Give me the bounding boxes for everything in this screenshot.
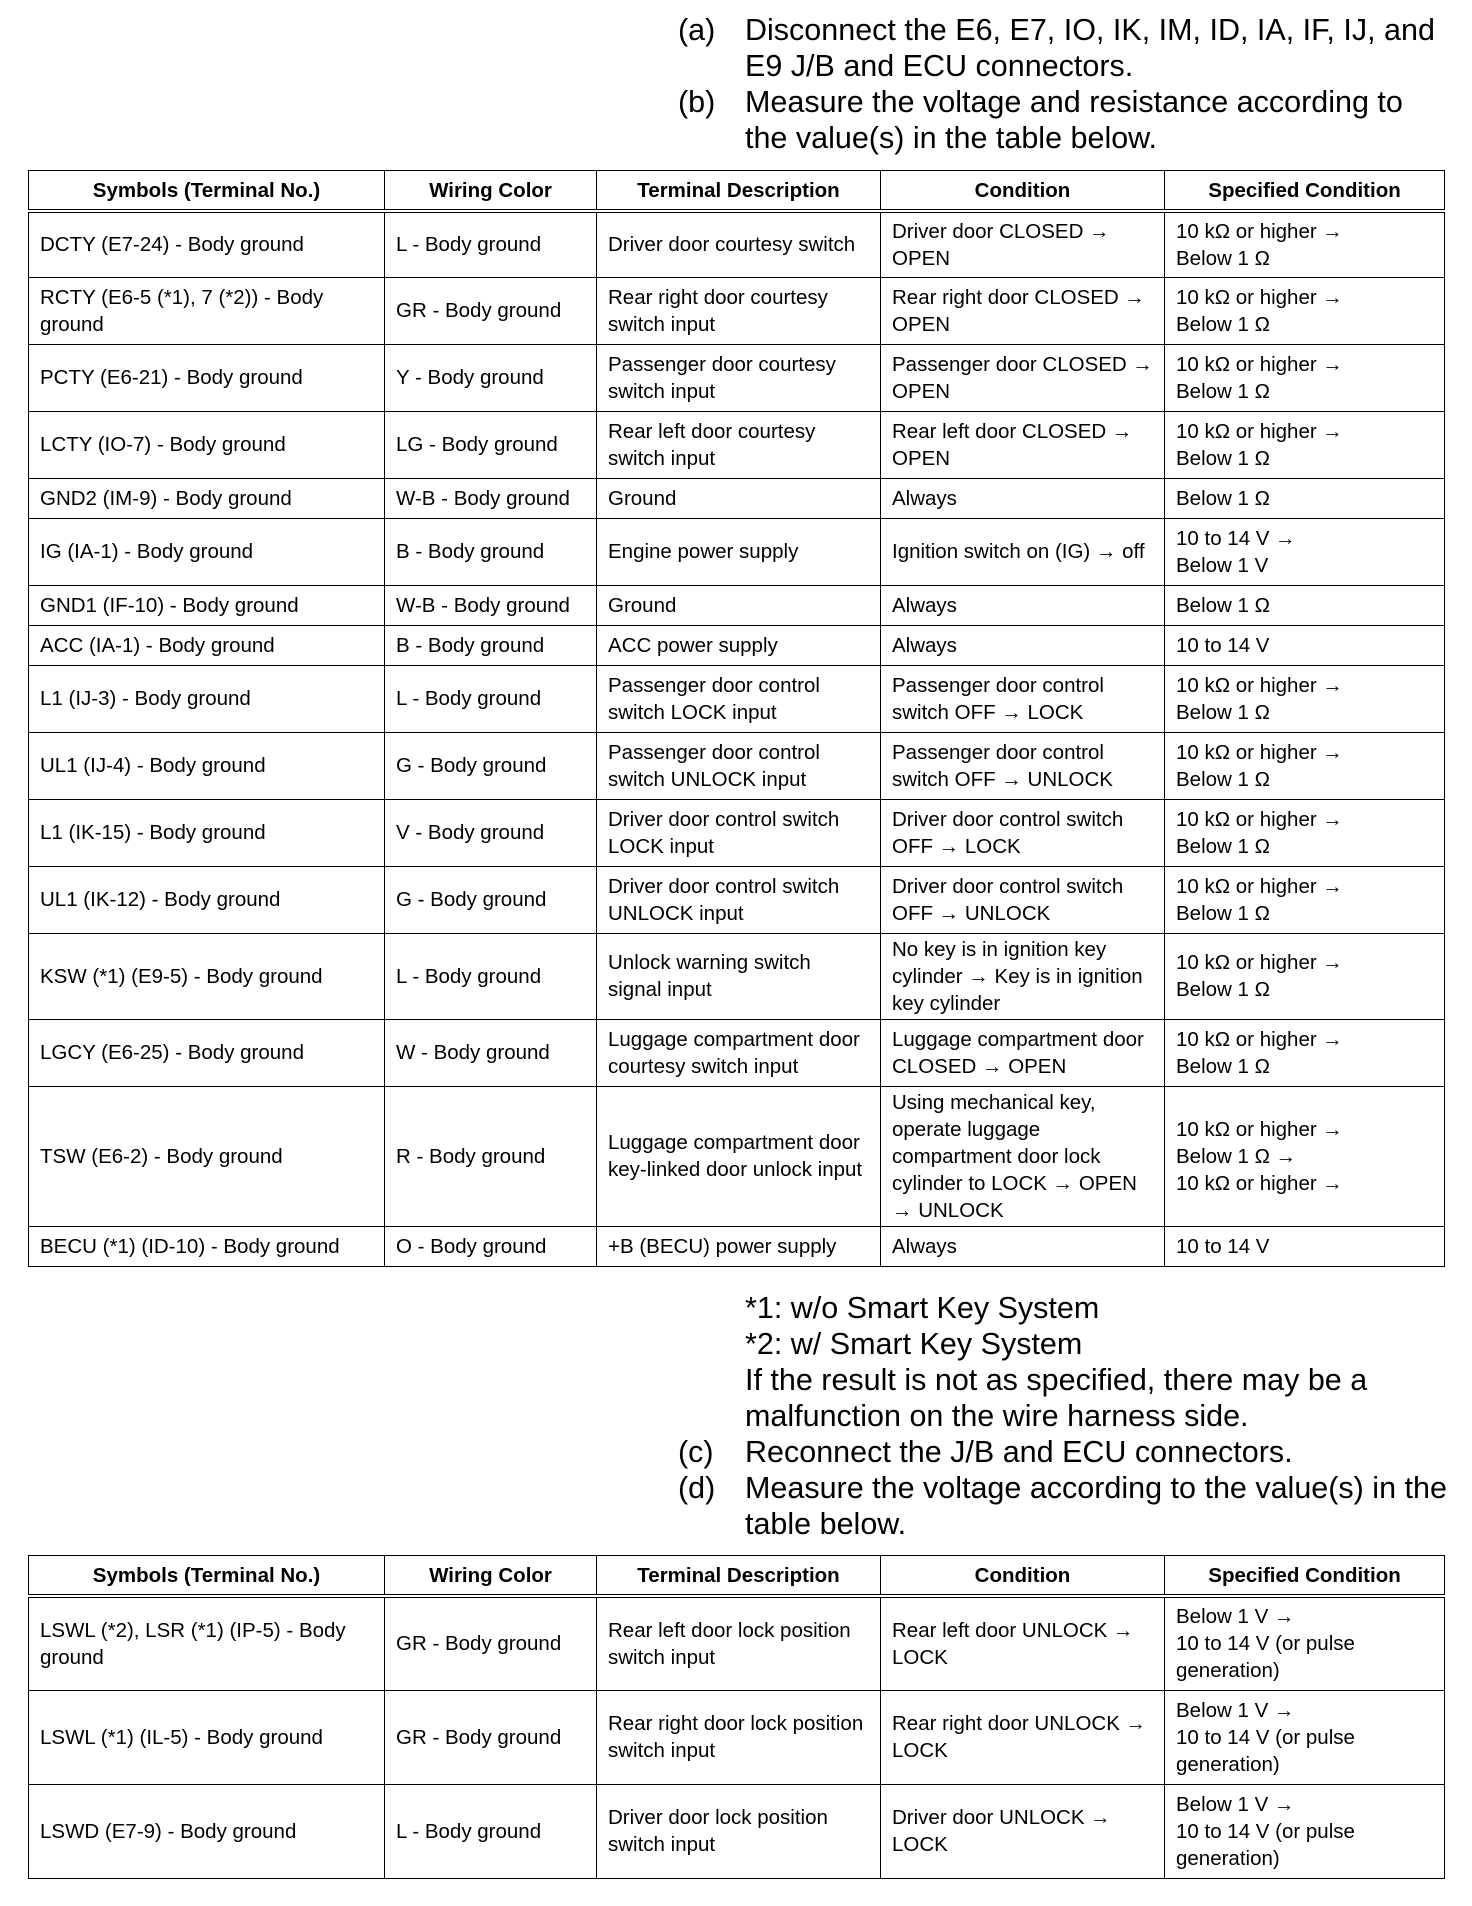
step-text: Measure the voltage and resistance according to the value(s) in the table below. bbox=[745, 85, 1403, 155]
cell-wiring-color: B - Body ground bbox=[385, 518, 597, 585]
cell-specified-condition: 10 kΩ or higher → Below 1 Ω bbox=[1165, 277, 1445, 344]
table-row bbox=[29, 866, 1445, 933]
step-label: (c) bbox=[678, 1435, 714, 1469]
table-row bbox=[29, 732, 1445, 799]
cell-condition: Driver door UNLOCK → LOCK bbox=[881, 1784, 1165, 1878]
cell-specified-condition: Below 1 Ω bbox=[1165, 478, 1445, 518]
cell-symbol: IG (IA-1) - Body ground bbox=[29, 518, 385, 585]
cell-terminal-description: Driver door control switch LOCK input bbox=[597, 799, 881, 866]
cell-symbol: UL1 (IK-12) - Body ground bbox=[29, 866, 385, 933]
cell-terminal-description: Driver door courtesy switch bbox=[597, 211, 881, 277]
footnote-2: *2: w/ Smart Key System bbox=[745, 1327, 1083, 1361]
cell-symbol: L1 (IK-15) - Body ground bbox=[29, 799, 385, 866]
table-row bbox=[29, 1019, 1445, 1086]
cell-specified-condition: 10 kΩ or higher → Below 1 Ω bbox=[1165, 799, 1445, 866]
cell-condition: Rear left door UNLOCK → LOCK bbox=[881, 1596, 1165, 1690]
cell-symbol: LCTY (IO-7) - Body ground bbox=[29, 411, 385, 478]
cell-wiring-color: W-B - Body ground bbox=[385, 478, 597, 518]
cell-wiring-color: V - Body ground bbox=[385, 799, 597, 866]
cell-specified-condition: 10 kΩ or higher → Below 1 Ω bbox=[1165, 411, 1445, 478]
cell-specified-condition: 10 to 14 V bbox=[1165, 1226, 1445, 1266]
table-row bbox=[29, 1226, 1445, 1266]
cell-condition: Passenger door CLOSED → OPEN bbox=[881, 344, 1165, 411]
cell-wiring-color: Y - Body ground bbox=[385, 344, 597, 411]
header-terminal-description: Terminal Description bbox=[597, 1556, 881, 1597]
header-condition: Condition bbox=[881, 171, 1165, 212]
cell-terminal-description: Driver door control switch UNLOCK input bbox=[597, 866, 881, 933]
cell-condition: Always bbox=[881, 478, 1165, 518]
cell-condition: Using mechanical key, operate luggage compartment door lock cylinder to LOCK → OPEN → UNLOCK bbox=[881, 1086, 1165, 1226]
cell-specified-condition: Below 1 V → 10 to 14 V (or pulse generation) bbox=[1165, 1784, 1445, 1878]
cell-specified-condition: 10 to 14 V → Below 1 V bbox=[1165, 518, 1445, 585]
cell-terminal-description: Passenger door control switch UNLOCK input bbox=[597, 732, 881, 799]
table-body bbox=[29, 211, 1445, 1266]
header-condition: Condition bbox=[881, 1556, 1165, 1597]
cell-specified-condition: 10 kΩ or higher → Below 1 Ω bbox=[1165, 933, 1445, 1019]
cell-condition: Always bbox=[881, 625, 1165, 665]
table-row bbox=[29, 344, 1445, 411]
header-terminal-description: Terminal Description bbox=[597, 171, 881, 212]
cell-wiring-color: L - Body ground bbox=[385, 1784, 597, 1878]
cell-terminal-description: +B (BECU) power supply bbox=[597, 1226, 881, 1266]
cell-terminal-description: Luggage compartment door key-linked door unlock input bbox=[597, 1086, 881, 1226]
step-b bbox=[678, 84, 1448, 156]
header-wiring-color: Wiring Color bbox=[385, 171, 597, 212]
table-row bbox=[29, 1784, 1445, 1878]
cell-condition: Rear left door CLOSED → OPEN bbox=[881, 411, 1165, 478]
cell-wiring-color: G - Body ground bbox=[385, 732, 597, 799]
cell-condition: Always bbox=[881, 585, 1165, 625]
cell-symbol: DCTY (E7-24) - Body ground bbox=[29, 211, 385, 277]
cell-wiring-color: W - Body ground bbox=[385, 1019, 597, 1086]
cell-condition: Driver door CLOSED → OPEN bbox=[881, 211, 1165, 277]
cell-condition: Rear right door CLOSED → OPEN bbox=[881, 277, 1165, 344]
cell-symbol: LGCY (E6-25) - Body ground bbox=[29, 1019, 385, 1086]
cell-terminal-description: Engine power supply bbox=[597, 518, 881, 585]
cell-specified-condition: Below 1 V → 10 to 14 V (or pulse generation) bbox=[1165, 1596, 1445, 1690]
cell-symbol: BECU (*1) (ID-10) - Body ground bbox=[29, 1226, 385, 1266]
result-note: If the result is not as specified, there may be a malfunction on the wire harness side. bbox=[745, 1363, 1368, 1433]
header-wiring-color: Wiring Color bbox=[385, 1556, 597, 1597]
cell-terminal-description: Ground bbox=[597, 478, 881, 518]
table-body bbox=[29, 1596, 1445, 1878]
table-row bbox=[29, 933, 1445, 1019]
cell-specified-condition: 10 kΩ or higher → Below 1 Ω bbox=[1165, 732, 1445, 799]
cell-symbol: ACC (IA-1) - Body ground bbox=[29, 625, 385, 665]
cell-wiring-color: G - Body ground bbox=[385, 866, 597, 933]
cell-symbol: LSWD (E7-9) - Body ground bbox=[29, 1784, 385, 1878]
footnote-1: *1: w/o Smart Key System bbox=[745, 1291, 1100, 1325]
cell-symbol: TSW (E6-2) - Body ground bbox=[29, 1086, 385, 1226]
cell-terminal-description: Ground bbox=[597, 585, 881, 625]
table-row bbox=[29, 665, 1445, 732]
cell-condition: Passenger door control switch OFF → UNLOCK bbox=[881, 732, 1165, 799]
cell-wiring-color: R - Body ground bbox=[385, 1086, 597, 1226]
table-row bbox=[29, 625, 1445, 665]
table-row bbox=[29, 277, 1445, 344]
step-text: Measure the voltage according to the value(s) in the table below. bbox=[745, 1471, 1447, 1541]
table-row bbox=[29, 585, 1445, 625]
cell-wiring-color: O - Body ground bbox=[385, 1226, 597, 1266]
header-specified-condition: Specified Condition bbox=[1165, 171, 1445, 212]
cell-condition: Ignition switch on (IG) → off bbox=[881, 518, 1165, 585]
later-steps bbox=[678, 1290, 1448, 1542]
cell-wiring-color: GR - Body ground bbox=[385, 277, 597, 344]
step-d bbox=[678, 1470, 1448, 1542]
cell-specified-condition: 10 kΩ or higher → Below 1 Ω → 10 kΩ or higher → bbox=[1165, 1086, 1445, 1226]
cell-symbol: UL1 (IJ-4) - Body ground bbox=[29, 732, 385, 799]
header-specified-condition: Specified Condition bbox=[1165, 1556, 1445, 1597]
cell-terminal-description: Rear right door courtesy switch input bbox=[597, 277, 881, 344]
table-row bbox=[29, 478, 1445, 518]
cell-wiring-color: L - Body ground bbox=[385, 933, 597, 1019]
header-symbols: Symbols (Terminal No.) bbox=[29, 171, 385, 212]
cell-condition: Passenger door control switch OFF → LOCK bbox=[881, 665, 1165, 732]
cell-condition: Always bbox=[881, 1226, 1165, 1266]
step-c bbox=[678, 1434, 1448, 1470]
cell-symbol: KSW (*1) (E9-5) - Body ground bbox=[29, 933, 385, 1019]
step-text: Disconnect the E6, E7, IO, IK, IM, ID, IA, IF, IJ, and E9 J/B and ECU connectors. bbox=[745, 13, 1435, 83]
cell-specified-condition: 10 to 14 V bbox=[1165, 625, 1445, 665]
cell-wiring-color: LG - Body ground bbox=[385, 411, 597, 478]
table-header-row bbox=[29, 1556, 1445, 1597]
cell-symbol: GND1 (IF-10) - Body ground bbox=[29, 585, 385, 625]
table-row bbox=[29, 211, 1445, 277]
cell-specified-condition: 10 kΩ or higher → Below 1 Ω bbox=[1165, 1019, 1445, 1086]
cell-terminal-description: Passenger door control switch LOCK input bbox=[597, 665, 881, 732]
cell-terminal-description: Passenger door courtesy switch input bbox=[597, 344, 881, 411]
cell-specified-condition: 10 kΩ or higher → Below 1 Ω bbox=[1165, 866, 1445, 933]
cell-wiring-color: L - Body ground bbox=[385, 211, 597, 277]
cell-symbol: L1 (IJ-3) - Body ground bbox=[29, 665, 385, 732]
cell-symbol: GND2 (IM-9) - Body ground bbox=[29, 478, 385, 518]
table-row bbox=[29, 1690, 1445, 1784]
cell-terminal-description: Rear right door lock position switch input bbox=[597, 1690, 881, 1784]
cell-wiring-color: L - Body ground bbox=[385, 665, 597, 732]
cell-condition: Rear right door UNLOCK → LOCK bbox=[881, 1690, 1165, 1784]
cell-specified-condition: 10 kΩ or higher → Below 1 Ω bbox=[1165, 344, 1445, 411]
voltage-table bbox=[28, 1555, 1445, 1879]
table-row bbox=[29, 1596, 1445, 1690]
cell-specified-condition: 10 kΩ or higher → Below 1 Ω bbox=[1165, 211, 1445, 277]
cell-terminal-description: Rear left door courtesy switch input bbox=[597, 411, 881, 478]
resistance-voltage-table bbox=[28, 170, 1445, 1267]
cell-condition: Driver door control switch OFF → LOCK bbox=[881, 799, 1165, 866]
cell-symbol: PCTY (E6-21) - Body ground bbox=[29, 344, 385, 411]
cell-specified-condition: Below 1 V → 10 to 14 V (or pulse generation) bbox=[1165, 1690, 1445, 1784]
cell-terminal-description: ACC power supply bbox=[597, 625, 881, 665]
cell-wiring-color: GR - Body ground bbox=[385, 1690, 597, 1784]
table-row bbox=[29, 1086, 1445, 1226]
cell-symbol: RCTY (E6-5 (*1), 7 (*2)) - Body ground bbox=[29, 277, 385, 344]
header-symbols: Symbols (Terminal No.) bbox=[29, 1556, 385, 1597]
step-a bbox=[678, 12, 1448, 84]
cell-specified-condition: Below 1 Ω bbox=[1165, 585, 1445, 625]
cell-terminal-description: Unlock warning switch signal input bbox=[597, 933, 881, 1019]
cell-specified-condition: 10 kΩ or higher → Below 1 Ω bbox=[1165, 665, 1445, 732]
table-header-row bbox=[29, 171, 1445, 212]
cell-wiring-color: W-B - Body ground bbox=[385, 585, 597, 625]
table-row bbox=[29, 411, 1445, 478]
table-row bbox=[29, 518, 1445, 585]
cell-terminal-description: Luggage compartment door courtesy switch input bbox=[597, 1019, 881, 1086]
step-label: (b) bbox=[678, 85, 716, 119]
step-label: (d) bbox=[678, 1471, 716, 1505]
cell-symbol: LSWL (*1) (IL-5) - Body ground bbox=[29, 1690, 385, 1784]
cell-terminal-description: Driver door lock position switch input bbox=[597, 1784, 881, 1878]
cell-wiring-color: B - Body ground bbox=[385, 625, 597, 665]
intro-steps bbox=[678, 12, 1448, 156]
cell-condition: No key is in ignition key cylinder → Key is in ignition key cylinder bbox=[881, 933, 1165, 1019]
step-label: (a) bbox=[678, 13, 716, 47]
step-text: Reconnect the J/B and ECU connectors. bbox=[745, 1435, 1293, 1469]
cell-terminal-description: Rear left door lock position switch input bbox=[597, 1596, 881, 1690]
cell-symbol: LSWL (*2), LSR (*1) (IP-5) - Body ground bbox=[29, 1596, 385, 1690]
cell-condition: Driver door control switch OFF → UNLOCK bbox=[881, 866, 1165, 933]
cell-condition: Luggage compartment door CLOSED → OPEN bbox=[881, 1019, 1165, 1086]
cell-wiring-color: GR - Body ground bbox=[385, 1596, 597, 1690]
table-row bbox=[29, 799, 1445, 866]
